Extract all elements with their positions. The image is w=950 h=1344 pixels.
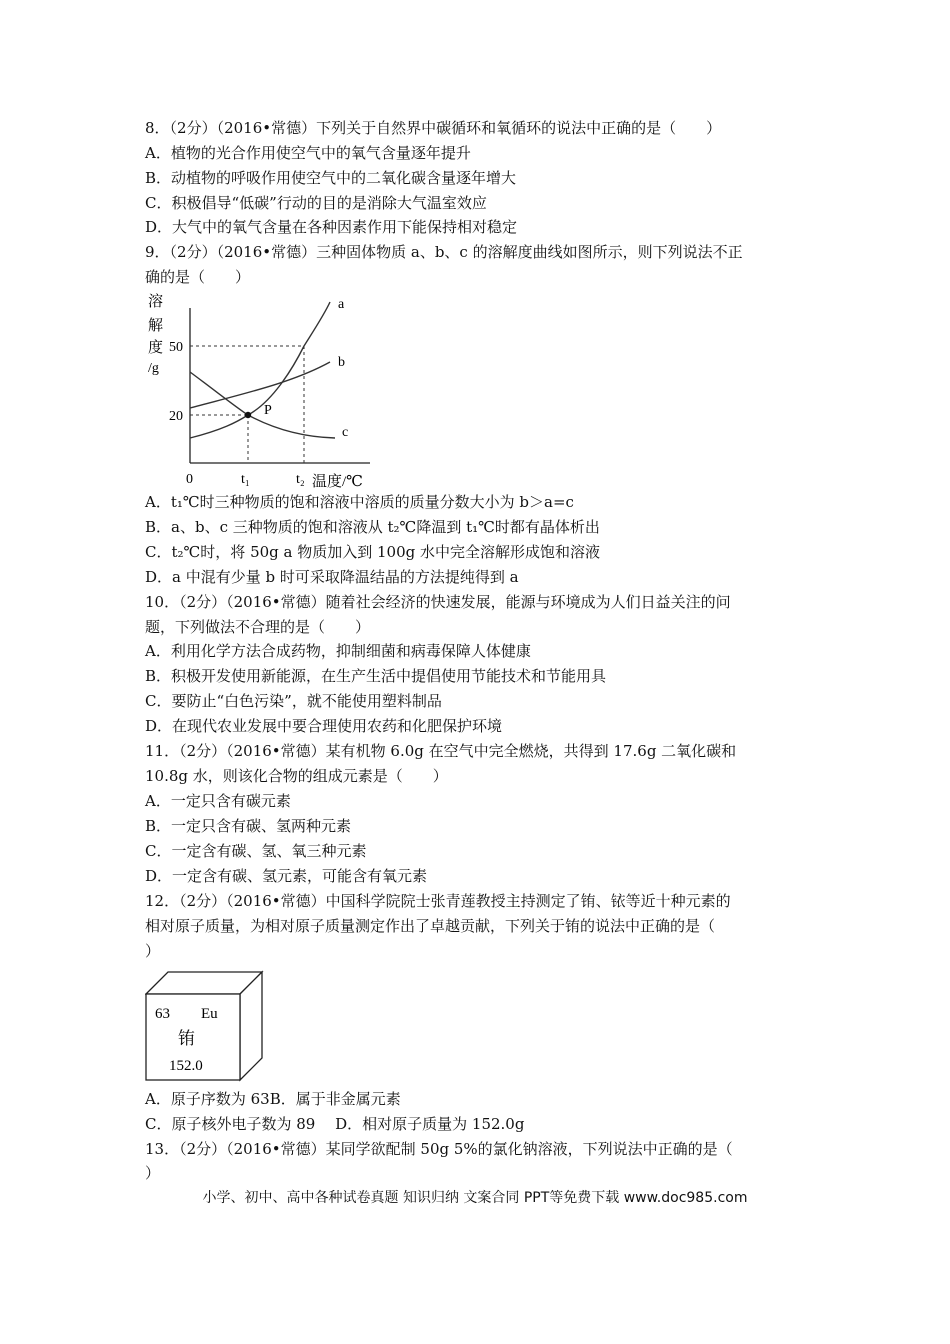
- text-line: A．t₁℃时三种物质的饱和溶液中溶质的质量分数大小为 b＞a=c: [145, 493, 574, 511]
- text-line: ）: [145, 1164, 161, 1182]
- text-line: 10．（2分）（2016•常德）随着社会经济的快速发展，能源与环境成为人们日益关注的问: [145, 593, 731, 611]
- text-line: 确的是（ ）: [145, 268, 251, 286]
- text-line: D．a 中混有少量 b 时可采取降温结晶的方法提纯得到 a: [145, 568, 519, 586]
- y-axis-label-1: 溶: [148, 294, 164, 310]
- text-line: C．一定含有碳、氢、氧三种元素: [145, 842, 367, 860]
- x-axis-label: 温度/℃: [312, 474, 363, 490]
- y-tick-20: 20: [169, 409, 183, 424]
- text-line: 13．（2分）（2016•常德）某同学欲配制 50g 5%的氯化钠溶液，下列说法中正确的是（: [145, 1140, 733, 1158]
- element-name: 铕: [178, 1029, 195, 1048]
- text-line: C．t₂℃时，将 50g a 物质加入到 100g 水中完全溶解形成饱和溶液: [145, 543, 601, 561]
- text-line: B．一定只含有碳、氢两种元素: [145, 817, 352, 835]
- text-line: B．a、b、c 三种物质的饱和溶液从 t₂℃降温到 t₁℃时都有晶体析出: [145, 518, 600, 536]
- text-line: 10.8g 水，则该化合物的组成元素是（ ）: [145, 767, 448, 785]
- text-line: 9．（2分）（2016•常德）三种固体物质 a、b、c 的溶解度曲线如图所示，则下列说法不正: [145, 243, 743, 261]
- text-line: C．积极倡导“低碳”行动的目的是消除大气温室效应: [145, 194, 487, 212]
- solubility-curve-figure: [142, 290, 402, 490]
- x-tick-t1: t₁: [241, 472, 250, 487]
- curve-a: [190, 302, 330, 438]
- text-line: 相对原子质量，为相对原子质量测定作出了卓越贡献，下列关于铕的说法中正确的是（: [145, 917, 716, 935]
- text-line: 题，下列做法不合理的是（ ）: [145, 618, 371, 636]
- y-axis-label-3: 度: [148, 340, 164, 356]
- text-line: 8．（2分）（2016•常德）下列关于自然界中碳循环和氧循环的说法中正确的是（ ）: [145, 119, 722, 137]
- point-label: P: [264, 403, 272, 418]
- x-tick-t2: t₂: [296, 472, 305, 487]
- y-axis-label-2: 解: [148, 318, 164, 334]
- text-line: C．要防止“白色污染”，就不能使用塑料制品: [145, 692, 442, 710]
- footer-text: 小学、初中、高中各种试卷真题 知识归纳 文案合同 PPT等免费下载 www.doc985.com: [202, 1190, 748, 1206]
- atomic-number: 63: [155, 1006, 170, 1022]
- text-line: 11．（2分）（2016•常德）某有机物 6.0g 在空气中完全燃烧，共得到 17.6g 二氧化碳和: [145, 742, 737, 760]
- text-line: A．原子序数为 63B．属于非金属元素: [145, 1090, 401, 1108]
- text-line: ）: [145, 942, 161, 960]
- curve-label-b: b: [338, 355, 345, 370]
- y-tick-50: 50: [169, 340, 183, 355]
- atomic-mass: 152.0: [169, 1058, 203, 1074]
- text-line: A．植物的光合作用使空气中的氧气含量逐年提升: [145, 144, 471, 162]
- text-line: B．积极开发使用新能源，在生产生活中提倡使用节能技术和节能用具: [145, 667, 607, 685]
- element-symbol: Eu: [201, 1006, 218, 1022]
- text-line: 12．（2分）（2016•常德）中国科学院院士张青莲教授主持测定了铕、铱等近十种元素的: [145, 892, 731, 910]
- curve-b: [190, 362, 330, 408]
- element-card-europium: [145, 970, 270, 1085]
- text-line: D．一定含有碳、氢元素，可能含有氧元素: [145, 867, 428, 885]
- text-line: C．原子核外电子数为 89 D．相对原子质量为 152.0g: [145, 1115, 525, 1133]
- text-line: D．在现代农业发展中要合理使用农药和化肥保护环境: [145, 717, 503, 735]
- text-line: B．动植物的呼吸作用使空气中的二氧化碳含量逐年增大: [145, 169, 517, 187]
- text-line: A．一定只含有碳元素: [145, 792, 291, 810]
- curve-label-c: c: [342, 425, 349, 440]
- x-tick-0: 0: [186, 472, 193, 487]
- y-axis-label-4: /g: [148, 361, 159, 376]
- text-line: A．利用化学方法合成药物，抑制细菌和病毒保障人体健康: [145, 642, 531, 660]
- text-line: D．大气中的氧气含量在各种因素作用下能保持相对稳定: [145, 218, 518, 236]
- intersection-point: [245, 412, 251, 418]
- curve-label-a: a: [338, 297, 345, 312]
